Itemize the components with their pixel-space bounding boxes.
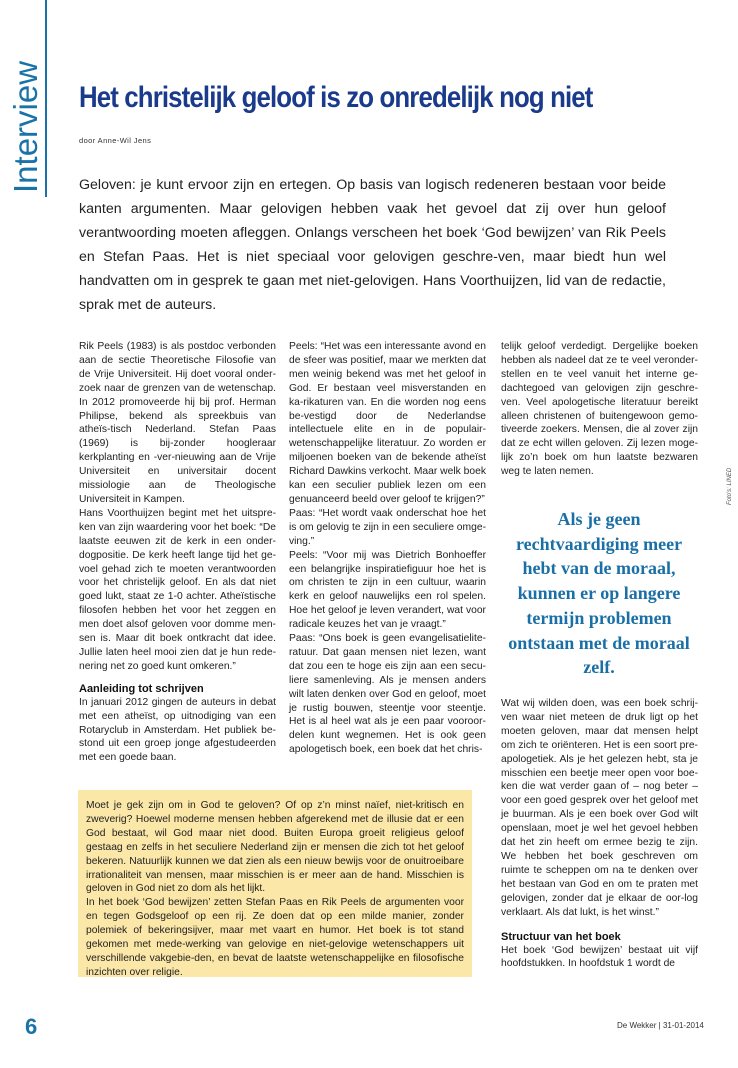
intro-paragraph: Geloven: je kunt ervoor zijn en ertegen. Op basis van logisch redeneren bestaan voor beide kanten argumenten. Maar gelovigen hebben vaak het gevoel dat zij over hun geloof verantwoording moeten afleggen. Onlangs verscheen het boek ‘God bewijzen’ van Rik Peels en Stefan Paas. Het is niet speciaal voor gelovigen geschre-ven, maar biedt hun wel handvatten om in gesprek te gaan met niet-gelovigen. Hans Voorthuijzen, lid van de redactie, sprak met de auteurs.	[79, 177, 666, 313]
body-paragraph: Paas: “Ons boek is geen evangelisatielite-ratuur. Dat gaan mensen niet lezen, want dat zou een te hoge eis zijn aan een secu-liere samenleving. Als je mensen anders wilt laten denken over God en geloof, moet je rustig bouwen, steentje voor steentje. Het is al heel wat als je een paar vooroor-delen kunt wegnemen. Het is ook geen apologetisch boek, een boek dat het chris-	[289, 633, 486, 756]
page-number: 6	[25, 1014, 38, 1039]
column-3-continued	[501, 697, 698, 971]
body-paragraph: telijk geloof verdedigt. Dergelijke boeken hebben als nadeel dat ze te veel veronder-stellen en te veel vanuit het interne ge-dachtegoed van gelovigen zijn geschre-ven. Veel apologetische literatuur bereikt alleen christenen of buitengewoon gemo-tiveerde zoekers. Mensen, die al zover zijn dat ze echt willen geloven. Zij lezen moge-lijk zo’n boek om hun laatste bezwaren weg te laten nemen.	[501, 341, 698, 478]
subheading: Aanleiding tot schrijven	[79, 682, 204, 695]
body-paragraph: Peels: “Voor mij was Dietrich Bonhoeffer een belangrijke inspiratiefiguur hoe het is om christen te zijn in een cultuur, waarin kerk en geloof nauwelijks een rol spelen. Hoe het geloof je leven verandert, wat voor radicale keuzes het van je vraagt.”	[289, 549, 486, 631]
body-paragraph: Wat wij wilden doen, was een boek schrij-ven waar niet meteen de druk ligt op het moeten geloven, maar dat mensen helpt om zich te oriënteren. Het is een soort pre-apologetiek. Als je het gelezen hebt, sta je misschien een beetje meer open voor boe-ken die wat verder gaan of – nog beter – voor een goed gesprek over het geloof met je buurman. Als je een boek over God wilt openslaan, moet je wel het gevoel hebben dat het zin heeft om ermee bezig te zijn. We hebben het boek geschreven om ruimte te scheppen om na te denken over het bestaan van God en om te praten met gelovigen, zonder dat je elkaar de oor-log verklaart. Als dat lukt, is het winst.”	[501, 698, 698, 918]
body-paragraph: In januari 2012 gingen de auteurs in debat met een atheïst, op uitnodiging van een Rotaryclub in Amsterdam. Het publiek be-stond uit een groep jonge afgestudeerden met een goede baan.	[79, 696, 276, 764]
box-paragraph: Moet je gek zijn om in God te geloven? Of op z’n minst naïef, niet-kritisch en zweverig? Hoewel moderne mensen hebben afgerekend met de illusie dat er een God bestaat, wil God maar niet dood. Buiten Europa groeit religieus geloof gestaag en zelfs in het seculiere Nederland zijn er mensen die zich tot het geloof bekeren. Natuurlijk kunnen we dat zien als een nieuw bewijs voor de onuitroeibare irrationaliteit van mensen, maar misschien is er meer aan de hand. Misschien is geloven in God niet zo dom als het lijkt.	[86, 800, 464, 895]
pull-quote: Als je geen rechtvaardiging meer hebt van de moraal, kunnen er op langere termijn problemen ontstaan met de moraal zelf.	[508, 509, 690, 678]
publication-footer: De Wekker | 31-01-2014	[617, 1021, 704, 1030]
byline: door Anne-Wil Jens	[79, 136, 152, 145]
highlight-box	[78, 790, 472, 977]
body-paragraph: Rik Peels (1983) is als postdoc verbonden aan de sectie Theoretische Filosofie van de Vrije Universiteit. Hij doet vooral onder-zoek naar de grenzen van de wetenschap. In 2012 promoveerde hij bij prof. Herman Philipse, bekend als spreekbuis van atheïs-tisch Nederland. Stefan Paas (1969) is bij-zonder hoogleraar kerkplanting en -ver-nieuwing aan de Vrije Universiteit en universitair docent missiologie aan de Theologische Universiteit in Kampen.	[79, 341, 276, 505]
photo-credit: Foto's: LINED	[727, 467, 733, 505]
body-paragraph: Hans Voorthuijzen begint met het uitspre-ken van zijn waardering voor het boek: “De laatste eeuwen zit de kerk in een onder-dogpositie. De kerk heeft lange tijd het ge-voel gehad zich te moeten verantwoorden voor het christelijk geloof. En als dat niet goed lukt, staat ze 1-0 achter. Atheïstische filosofen hebben het voor het zeggen en men doet alsof geloven voor domme men-sen is. Maar dit boek ontkracht dat idee. Jullie laten heel mooi zien dat je hun rede-nering net zo goed kunt omkeren.”	[79, 507, 276, 672]
body-paragraph: Peels: “Het was een interessante avond en de sfeer was positief, maar we merkten dat men weinig bekend was met het geloof in God. Er bestaan veel misverstanden en ka-rikaturen van. En die worden nog eens be-vestigd door de Nederlandse intellectuele elite en in de populair-wetenschappelijke literatuur. Zo worden er miljoenen boeken van de bekende atheïst Richard Dawkins verkocht. Maar welk boek kan een seculier publiek lezen om een genuanceerd beeld over geloof te krijgen?”	[289, 341, 486, 505]
body-paragraph: Het boek ‘God bewijzen’ bestaat uit vijf hoofdstukken. In hoofdstuk 1 wordt de	[501, 944, 698, 970]
article-title: Het christelijk geloof is zo onredelijk nog niet	[79, 81, 593, 114]
column-1	[79, 340, 276, 765]
column-2	[289, 340, 486, 757]
column-3	[501, 340, 698, 479]
box-paragraph: In het boek ‘God bewijzen’ zetten Stefan Paas en Rik Peels de argumenten voor en tegen Godsgeloof op een rij. Ze doen dat op een milde manier, zonder polemiek of bekeringsijver, maar met vaart en humor. Het boek is tot stand gekomen met mede-werking van gelovige en niet-gelovige wetenschappers uit verschillende vakgebie-den, en bevat de laatste wetenschappelijke en filosofische inzichten over religie.	[86, 897, 464, 978]
section-label: Interview	[7, 60, 44, 193]
body-paragraph: Paas: “Het wordt vaak onderschat hoe het is om gelovig te zijn in een seculiere omge-ving.”	[289, 507, 486, 547]
subheading: Structuur van het boek	[501, 930, 621, 943]
